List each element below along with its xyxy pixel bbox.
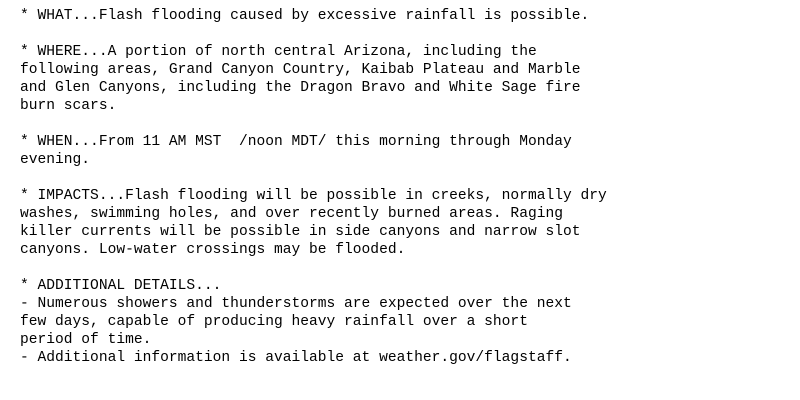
when-line: * WHEN...From 11 AM MST /noon MDT/ this morning through Monday — [20, 134, 572, 150]
additional-details-line: * ADDITIONAL DETAILS... — [20, 278, 222, 294]
weather-bulletin — [20, 7, 790, 385]
impacts-line: killer currents will be possible in side canyons and narrow slot — [20, 224, 581, 240]
additional-details-line: - Numerous showers and thunderstorms are expected over the next — [20, 296, 572, 312]
what-section — [20, 7, 790, 25]
additional-details-line: - Additional information is available at weather.gov/flagstaff. — [20, 350, 572, 366]
where-line: following areas, Grand Canyon Country, Kaibab Plateau and Marble — [20, 62, 581, 78]
impacts-line: * IMPACTS...Flash flooding will be possible in creeks, normally dry — [20, 188, 607, 204]
where-section — [20, 43, 790, 115]
when-line: evening. — [20, 152, 91, 168]
impacts-section — [20, 187, 790, 259]
additional-details-line: period of time. — [20, 332, 152, 348]
where-line: * WHERE...A portion of north central Arizona, including the — [20, 44, 537, 60]
when-section — [20, 133, 790, 169]
additional-details-section — [20, 277, 790, 367]
what-line: * WHAT...Flash flooding caused by excessive rainfall is possible. — [20, 8, 590, 24]
where-line: burn scars. — [20, 98, 117, 114]
impacts-line: canyons. Low-water crossings may be flooded. — [20, 242, 406, 258]
impacts-line: washes, swimming holes, and over recently burned areas. Raging — [20, 206, 563, 222]
where-line: and Glen Canyons, including the Dragon Bravo and White Sage fire — [20, 80, 581, 96]
additional-details-line: few days, capable of producing heavy rainfall over a short — [20, 314, 528, 330]
